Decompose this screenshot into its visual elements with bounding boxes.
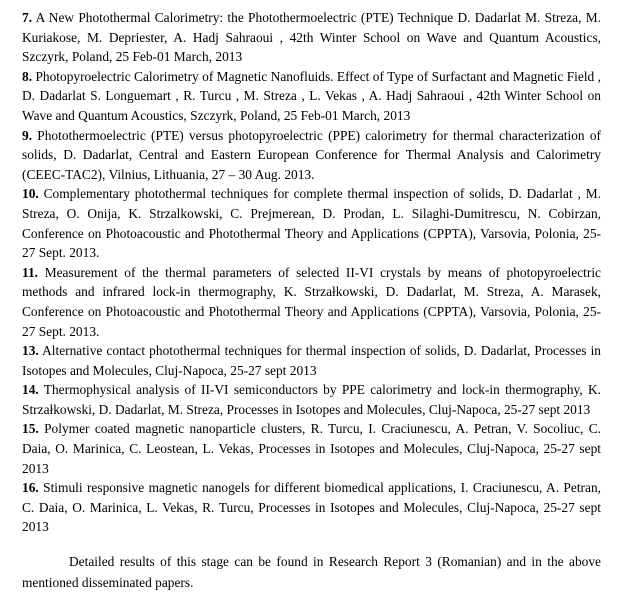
publication-list	[22, 8, 601, 537]
entry-text: Photothermoelectric (PTE) versus photopyroelectric (PPE) calorimetry for thermal characterization of solids, D. Dadarlat, Central and Eastern European Conference for Thermal Analysis and Calorimetry (CEEC-TAC2), Vilnius, Lithuania, 27 – 30 Aug. 2013.	[22, 127, 601, 182]
entry-text: Stimuli responsive magnetic nanogels for different biomedical applications, I. Craciunescu, A. Petran, C. Daia, O. Marinica, L. Vekas, R. Turcu, Processes in Isotopes and Molecules, Cluj-Napoca, 25-27 sept 2013	[22, 480, 601, 535]
entry-text: Alternative contact photothermal techniques for thermal inspection of solids, D. Dadarlat, Processes in Isotopes and Molecules, Cluj-Napoca, 25-27 sept 2013	[22, 343, 601, 378]
entry-number: 13.	[22, 343, 39, 359]
entry-number: 9.	[22, 127, 33, 143]
publication-entry	[22, 184, 601, 262]
publication-entry	[22, 67, 601, 126]
entry-number: 16.	[22, 480, 39, 496]
publication-entry	[22, 263, 601, 341]
entry-number: 15.	[22, 421, 39, 437]
publication-entry	[22, 478, 601, 537]
entry-text: A New Photothermal Calorimetry: the Photothermoelectric (PTE) Technique D. Dadarlat M. Streza, M. Kuriakose, M. Depriester, A. Hadj Sahraoui , 42th Winter School on Wave and Quantum Acoustics, Szczyrk, Poland, 25 Feb-01 March, 2013	[22, 10, 601, 65]
entry-number: 14.	[22, 382, 39, 398]
entry-text: Thermophysical analysis of II-VI semiconductors by PPE calorimetry and lock-in thermography, K. Strzałkowski, D. Dadarlat, M. Streza, Processes in Isotopes and Molecules, Cluj-Napoca, 25-27 sept 2013	[22, 382, 601, 417]
publication-entry	[22, 126, 601, 185]
entry-number: 11.	[22, 264, 38, 280]
publication-entry	[22, 380, 601, 419]
publication-entry	[22, 341, 601, 380]
entry-text: Complementary photothermal techniques for complete thermal inspection of solids, D. Dadarlat , M. Streza, O. Onija, K. Strzalkowski, C. Prejmerean, D. Prodan, L. Silaghi-Dumitrescu, N. Cobirzan, Conference on Photoacoustic and Photothermal Theory and Applications (CPPTA), Varsovia, Polonia, 25-27 Sept. 2013.	[22, 186, 601, 261]
entry-text: Photopyroelectric Calorimetry of Magnetic Nanofluids. Effect of Type of Surfactant and Magnetic Field , D. Dadarlat S. Longuemart , R. Turcu , M. Streza , L. Vekas , A. Hadj Sahraoui , 42th Winter School on Wave and Quantum Acoustics, Szczyrk, Poland, 25 Feb-01 March, 2013	[22, 68, 601, 123]
entry-number: 10.	[22, 186, 39, 202]
publication-entry	[22, 419, 601, 478]
entry-number: 8.	[22, 68, 33, 84]
closing-paragraph: Detailed results of this stage can be found in Research Report 3 (Romanian) and in the above mentioned disseminated papers.	[22, 554, 601, 590]
publication-entry	[22, 8, 601, 67]
entry-text: Measurement of the thermal parameters of selected II-VI crystals by means of photopyroelectric methods and infrared lock-in thermography, K. Strzałkowski, D. Dadarlat, M. Streza, A. Marasek, Conference on Photoacoustic and Photothermal Theory and Applications (CPPTA), Varsovia, Polonia, 25-27 Sept. 2013.	[22, 264, 601, 339]
entry-text: Polymer coated magnetic nanoparticle clusters, R. Turcu, I. Craciunescu, A. Petran, V. Socoliuc, C. Daia, O. Marinica, C. Leostean, L. Vekas, Processes in Isotopes and Molecules, Cluj-Napoca, 25-27 sept 2013	[22, 421, 601, 476]
entry-number: 7.	[22, 10, 33, 25]
document-page	[22, 8, 601, 593]
